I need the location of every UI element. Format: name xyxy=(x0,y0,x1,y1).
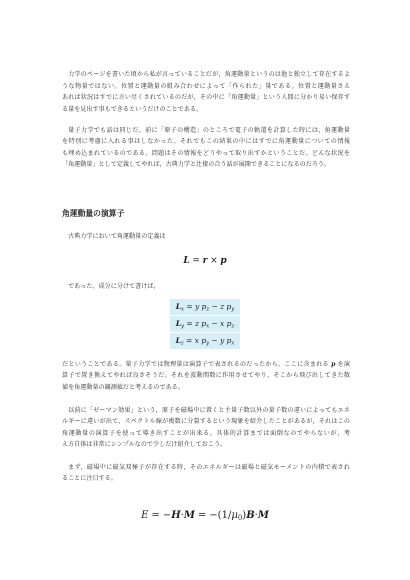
equals-sign: = xyxy=(186,319,193,328)
component-equation-y xyxy=(170,316,240,332)
paragraph-line: も埋め込まれているのである。問題はその情報をどうやって取り出すかということだ。どんな状況を xyxy=(62,149,350,157)
dot-operator: · xyxy=(254,510,258,521)
dot-operator: · xyxy=(180,510,184,521)
equals-sign: = xyxy=(192,256,200,266)
equals-sign: = xyxy=(185,336,193,345)
energy-symbol: E xyxy=(141,510,149,521)
component-symbol: L xyxy=(175,302,182,311)
minus-sign: − xyxy=(211,302,218,311)
component-symbol: L xyxy=(175,336,181,345)
line-text: を演 xyxy=(335,360,351,368)
momentum-index: y xyxy=(231,306,235,313)
momentum-index: z xyxy=(231,323,235,330)
coordinate: x xyxy=(194,336,199,345)
coordinate: z xyxy=(194,319,199,328)
paragraph-line: 力学のページを書いた頃から私が言っていることだが，角運動量というのは他と独立して存在するよ xyxy=(68,71,350,78)
coefficient-prefix: −(1/ xyxy=(209,510,232,521)
paragraph-line: 角運動量の演算子を使って導き出すことが出来る。具体的計算までは面倒なのでやらないが，考 xyxy=(62,429,350,437)
vector-L: L xyxy=(183,256,190,266)
vector-M: M xyxy=(183,510,195,521)
momentum-symbol: p xyxy=(201,302,207,311)
momentum-index: x xyxy=(231,340,235,347)
vector-r: r xyxy=(202,256,208,266)
paragraph-line xyxy=(62,359,350,371)
paragraph-3 xyxy=(62,231,350,243)
paragraph-line: 値を角運動量の観測値だと考えるのである。 xyxy=(62,383,184,391)
paragraph-1 xyxy=(62,69,350,115)
minus-sign: − xyxy=(162,510,172,521)
cross-product-sign: × xyxy=(210,256,218,266)
momentum-symbol-inline: p xyxy=(331,360,336,368)
vector-M: M xyxy=(257,510,269,521)
momentum-symbol: p xyxy=(226,319,232,328)
equals-sign: = xyxy=(186,302,193,311)
paragraph-4 xyxy=(62,281,350,293)
momentum-symbol: p xyxy=(226,336,232,345)
paragraph-line: 算子で置き換えてやれば良さそうだ。それを波動関数に作用させてやり，そこから飛び出してきた数 xyxy=(62,372,350,379)
paragraph-line: 以前に「ゼーマン効果」という，原子を磁場中に置くと主量子数以外の量子数の違いによってもエネ xyxy=(68,406,350,414)
paragraph-line: うな物量ではない。位置と運動量の組み合わせによって「作られた」量である。位置と運動量さえ xyxy=(62,82,350,90)
paragraph-line: ることに注目する。 xyxy=(62,475,117,482)
momentum-index: y xyxy=(206,340,210,347)
coordinate: x xyxy=(220,319,225,328)
paragraph-line: 「角運動量」として定義してやれば，古典力学と辻褄の合う話が展開できることになるのだろう。 xyxy=(62,161,331,168)
paragraph-line: あれば状況はすでに言い尽くされているのだが，その中に「角運動量」という人間に分かり易い保存す xyxy=(62,94,350,101)
paragraph-2 xyxy=(62,125,350,171)
paragraph-line: ルギーに違いが出て，スペクトル線が複数に分裂するという現象を紹介したことがあるが，それはこの xyxy=(62,418,350,425)
momentum-symbol: p xyxy=(226,302,232,311)
equals-sign: = xyxy=(197,510,207,521)
paragraph-line: を特別に考慮に入れる事はしなかった。それでもこの結果の中にはすでに角運動量についての情報 xyxy=(62,138,350,145)
paragraph-7 xyxy=(62,462,350,485)
paragraph-line: 古典力学において角運動量の定義は xyxy=(68,232,166,240)
momentum-symbol: p xyxy=(201,319,207,328)
vector-p: p xyxy=(220,256,227,266)
coefficient-suffix: ) xyxy=(242,510,247,521)
minus-sign: − xyxy=(211,336,218,345)
component-index: y xyxy=(181,323,185,330)
paragraph-line: であった。成分に分けて書けば， xyxy=(68,282,160,290)
section-heading: 角運動量の演算子 xyxy=(62,209,125,218)
paragraph-5 xyxy=(62,359,350,394)
momentum-index: z xyxy=(206,306,210,313)
paragraph-6 xyxy=(62,405,350,451)
coordinate: y xyxy=(219,336,225,345)
paragraph-line: え方自体は非常にシンプルなので少しだけ紹介しておこう。 xyxy=(62,441,227,448)
momentum-symbol: p xyxy=(201,336,207,345)
component-equation-z xyxy=(170,333,240,349)
equals-sign: = xyxy=(151,510,160,521)
paragraph-line: まず，磁場中に磁気双極子が存在する時，そのエネルギーは磁場と磁気モーメントの内積で表され xyxy=(68,463,350,471)
component-index: z xyxy=(180,340,184,347)
coordinate: y xyxy=(194,302,200,311)
line-text: だということである。量子力学では物理量は演算子で表されるのだったから，ここに含まれる xyxy=(62,360,332,368)
paragraph-line: 量子力学でも話は同じだ。前に「原子の構造」のところで電子の軌道を計算した時には，角運動量 xyxy=(68,126,350,134)
angular-momentum-definition-equation xyxy=(0,254,410,268)
vector-B: B xyxy=(246,510,255,521)
momentum-index: x xyxy=(206,323,210,330)
vector-H: H xyxy=(171,510,181,521)
component-index: x xyxy=(181,306,185,313)
permeability-subscript: 0 xyxy=(237,513,243,522)
component-equation-x xyxy=(170,299,240,315)
coordinate: z xyxy=(220,302,225,311)
magnetic-energy-equation xyxy=(0,508,410,523)
paragraph-line: る量を見出す事もできるというだけのことである。 xyxy=(62,105,203,113)
component-symbol: L xyxy=(175,319,182,328)
minus-sign: − xyxy=(211,319,218,328)
permeability-symbol: μ xyxy=(231,510,238,521)
